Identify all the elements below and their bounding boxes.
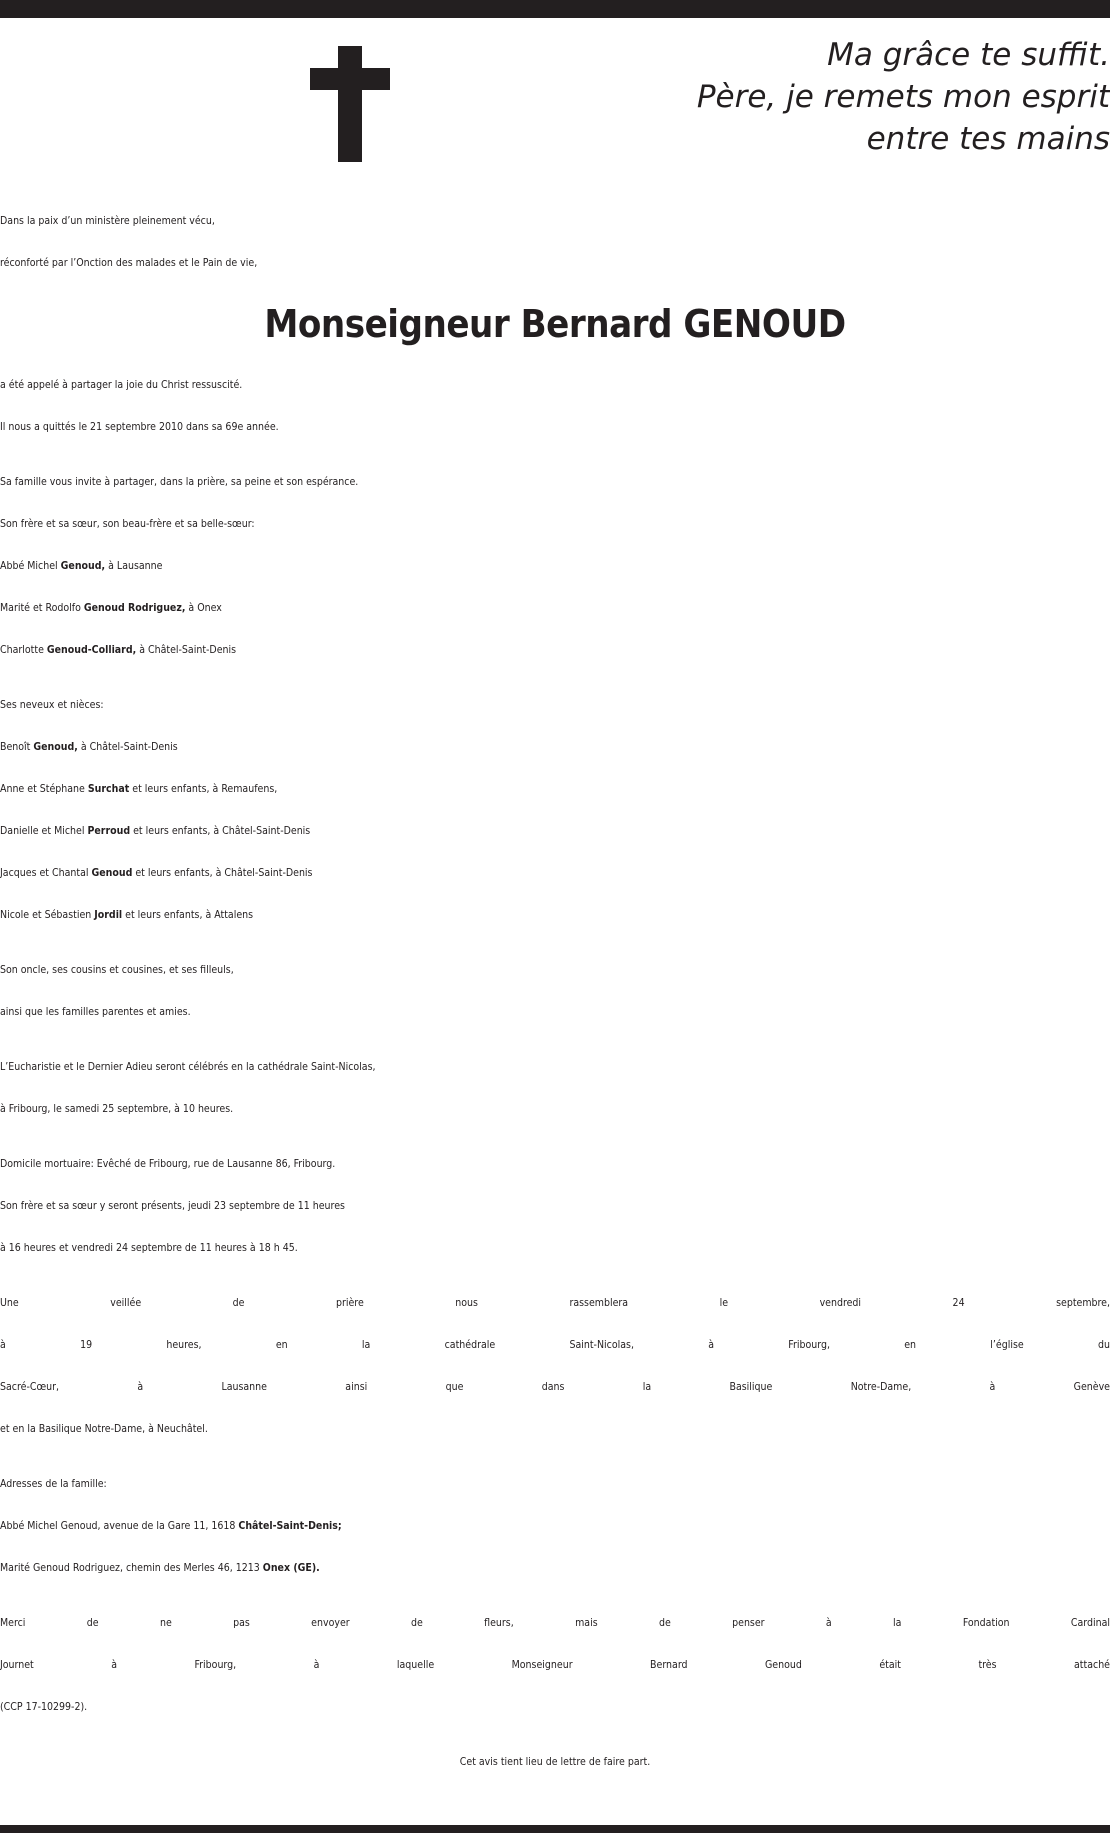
sibling-entry: Abbé Michel Genoud, à Lausanne	[0, 560, 163, 572]
sibling-entry: Marité et Rodolfo Genoud Rodriguez, à Onex	[0, 602, 222, 614]
bottom-border	[0, 1825, 1110, 1833]
verse-line: entre tes mains	[866, 121, 1110, 157]
donation-line: Merci de ne pas envoyer de fleurs, mais de penser à la Fondation Cardinal	[0, 1617, 1110, 1629]
donation-line: (CCP 17-10299-2).	[0, 1701, 88, 1713]
siblings-heading: Son frère et sa sœur, son beau-frère et sa belle-sœur:	[0, 518, 255, 530]
ceremony-line: L’Eucharistie et le Dernier Adieu seront célébrés en la cathédrale Saint-Nicolas,	[0, 1061, 376, 1073]
intro-line: réconforté par l’Onction des malades et le Pain de vie,	[0, 257, 258, 269]
nephew-entry: Benoît Genoud, à Châtel-Saint-Denis	[0, 741, 178, 753]
donation-paragraph	[0, 1602, 1110, 1728]
sibling-entry: Charlotte Genoud-Colliard, à Châtel-Saint-Denis	[0, 644, 237, 656]
announce-line: Il nous a quittés le 21 septembre 2010 dans sa 69e année.	[0, 421, 279, 433]
domicile-line: Son frère et sa sœur y seront présents, jeudi 23 septembre de 11 heures	[0, 1200, 345, 1212]
verse-line: Père, je remets mon esprit	[696, 79, 1110, 115]
nephew-entry: Nicole et Sébastien Jordil et leurs enfants, à Attalens	[0, 909, 254, 921]
vigil-line: et en la Basilique Notre-Dame, à Neuchâtel.	[0, 1423, 208, 1435]
domicile-line: Domicile mortuaire: Evêché de Fribourg, rue de Lausanne 86, Fribourg.	[0, 1158, 336, 1170]
nephew-entry: Anne et Stéphane Surchat et leurs enfants, à Remaufens,	[0, 783, 278, 795]
vigil-line: Une veillée de prière nous rassemblera le vendredi 24 septembre,	[0, 1297, 1110, 1309]
vigil-line: Sacré-Cœur, à Lausanne ainsi que dans la Basilique Notre-Dame, à Genève	[0, 1381, 1110, 1393]
address-entry: Abbé Michel Genoud, avenue de la Gare 11, 1618 Châtel-Saint-Denis;	[0, 1520, 342, 1532]
top-border	[0, 0, 1110, 18]
announce-line: a été appelé à partager la joie du Christ ressuscité.	[0, 379, 243, 391]
vigil-line: à 19 heures, en la cathédrale Saint-Nicolas, à Fribourg, en l’église du	[0, 1339, 1110, 1351]
family-invite: Sa famille vous invite à partager, dans la prière, sa peine et son espérance.	[0, 476, 359, 488]
donation-line: Journet à Fribourg, à laquelle Monseigneur Bernard Genoud était très attaché	[0, 1659, 1110, 1671]
nephews-heading: Ses neveux et nièces:	[0, 699, 104, 711]
relatives-line: Son oncle, ses cousins et cousines, et ses filleuls,	[0, 964, 234, 976]
address-entry: Marité Genoud Rodriguez, chemin des Merles 46, 1213 Onex (GE).	[0, 1562, 320, 1574]
notice-body	[0, 200, 1110, 1783]
nephew-entry: Jacques et Chantal Genoud et leurs enfants, à Châtel-Saint-Denis	[0, 867, 313, 879]
intro-line: Dans la paix d’un ministère pleinement vécu,	[0, 215, 215, 227]
epigraph-verse	[590, 34, 1110, 160]
vigil-paragraph	[0, 1282, 1110, 1450]
domicile-line: à 16 heures et vendredi 24 septembre de 11 heures à 18 h 45.	[0, 1242, 298, 1254]
closing-note: Cet avis tient lieu de lettre de faire part.	[459, 1756, 651, 1768]
addresses-heading: Adresses de la famille:	[0, 1478, 107, 1490]
cross-icon	[310, 46, 390, 162]
deceased-name: Monseigneur Bernard GENOUD	[264, 302, 846, 346]
relatives-line: ainsi que les familles parentes et amies.	[0, 1006, 191, 1018]
ceremony-line: à Fribourg, le samedi 25 septembre, à 10 heures.	[0, 1103, 234, 1115]
nephew-entry: Danielle et Michel Perroud et leurs enfants, à Châtel-Saint-Denis	[0, 825, 311, 837]
verse-line: Ma grâce te suffit.	[827, 37, 1110, 73]
